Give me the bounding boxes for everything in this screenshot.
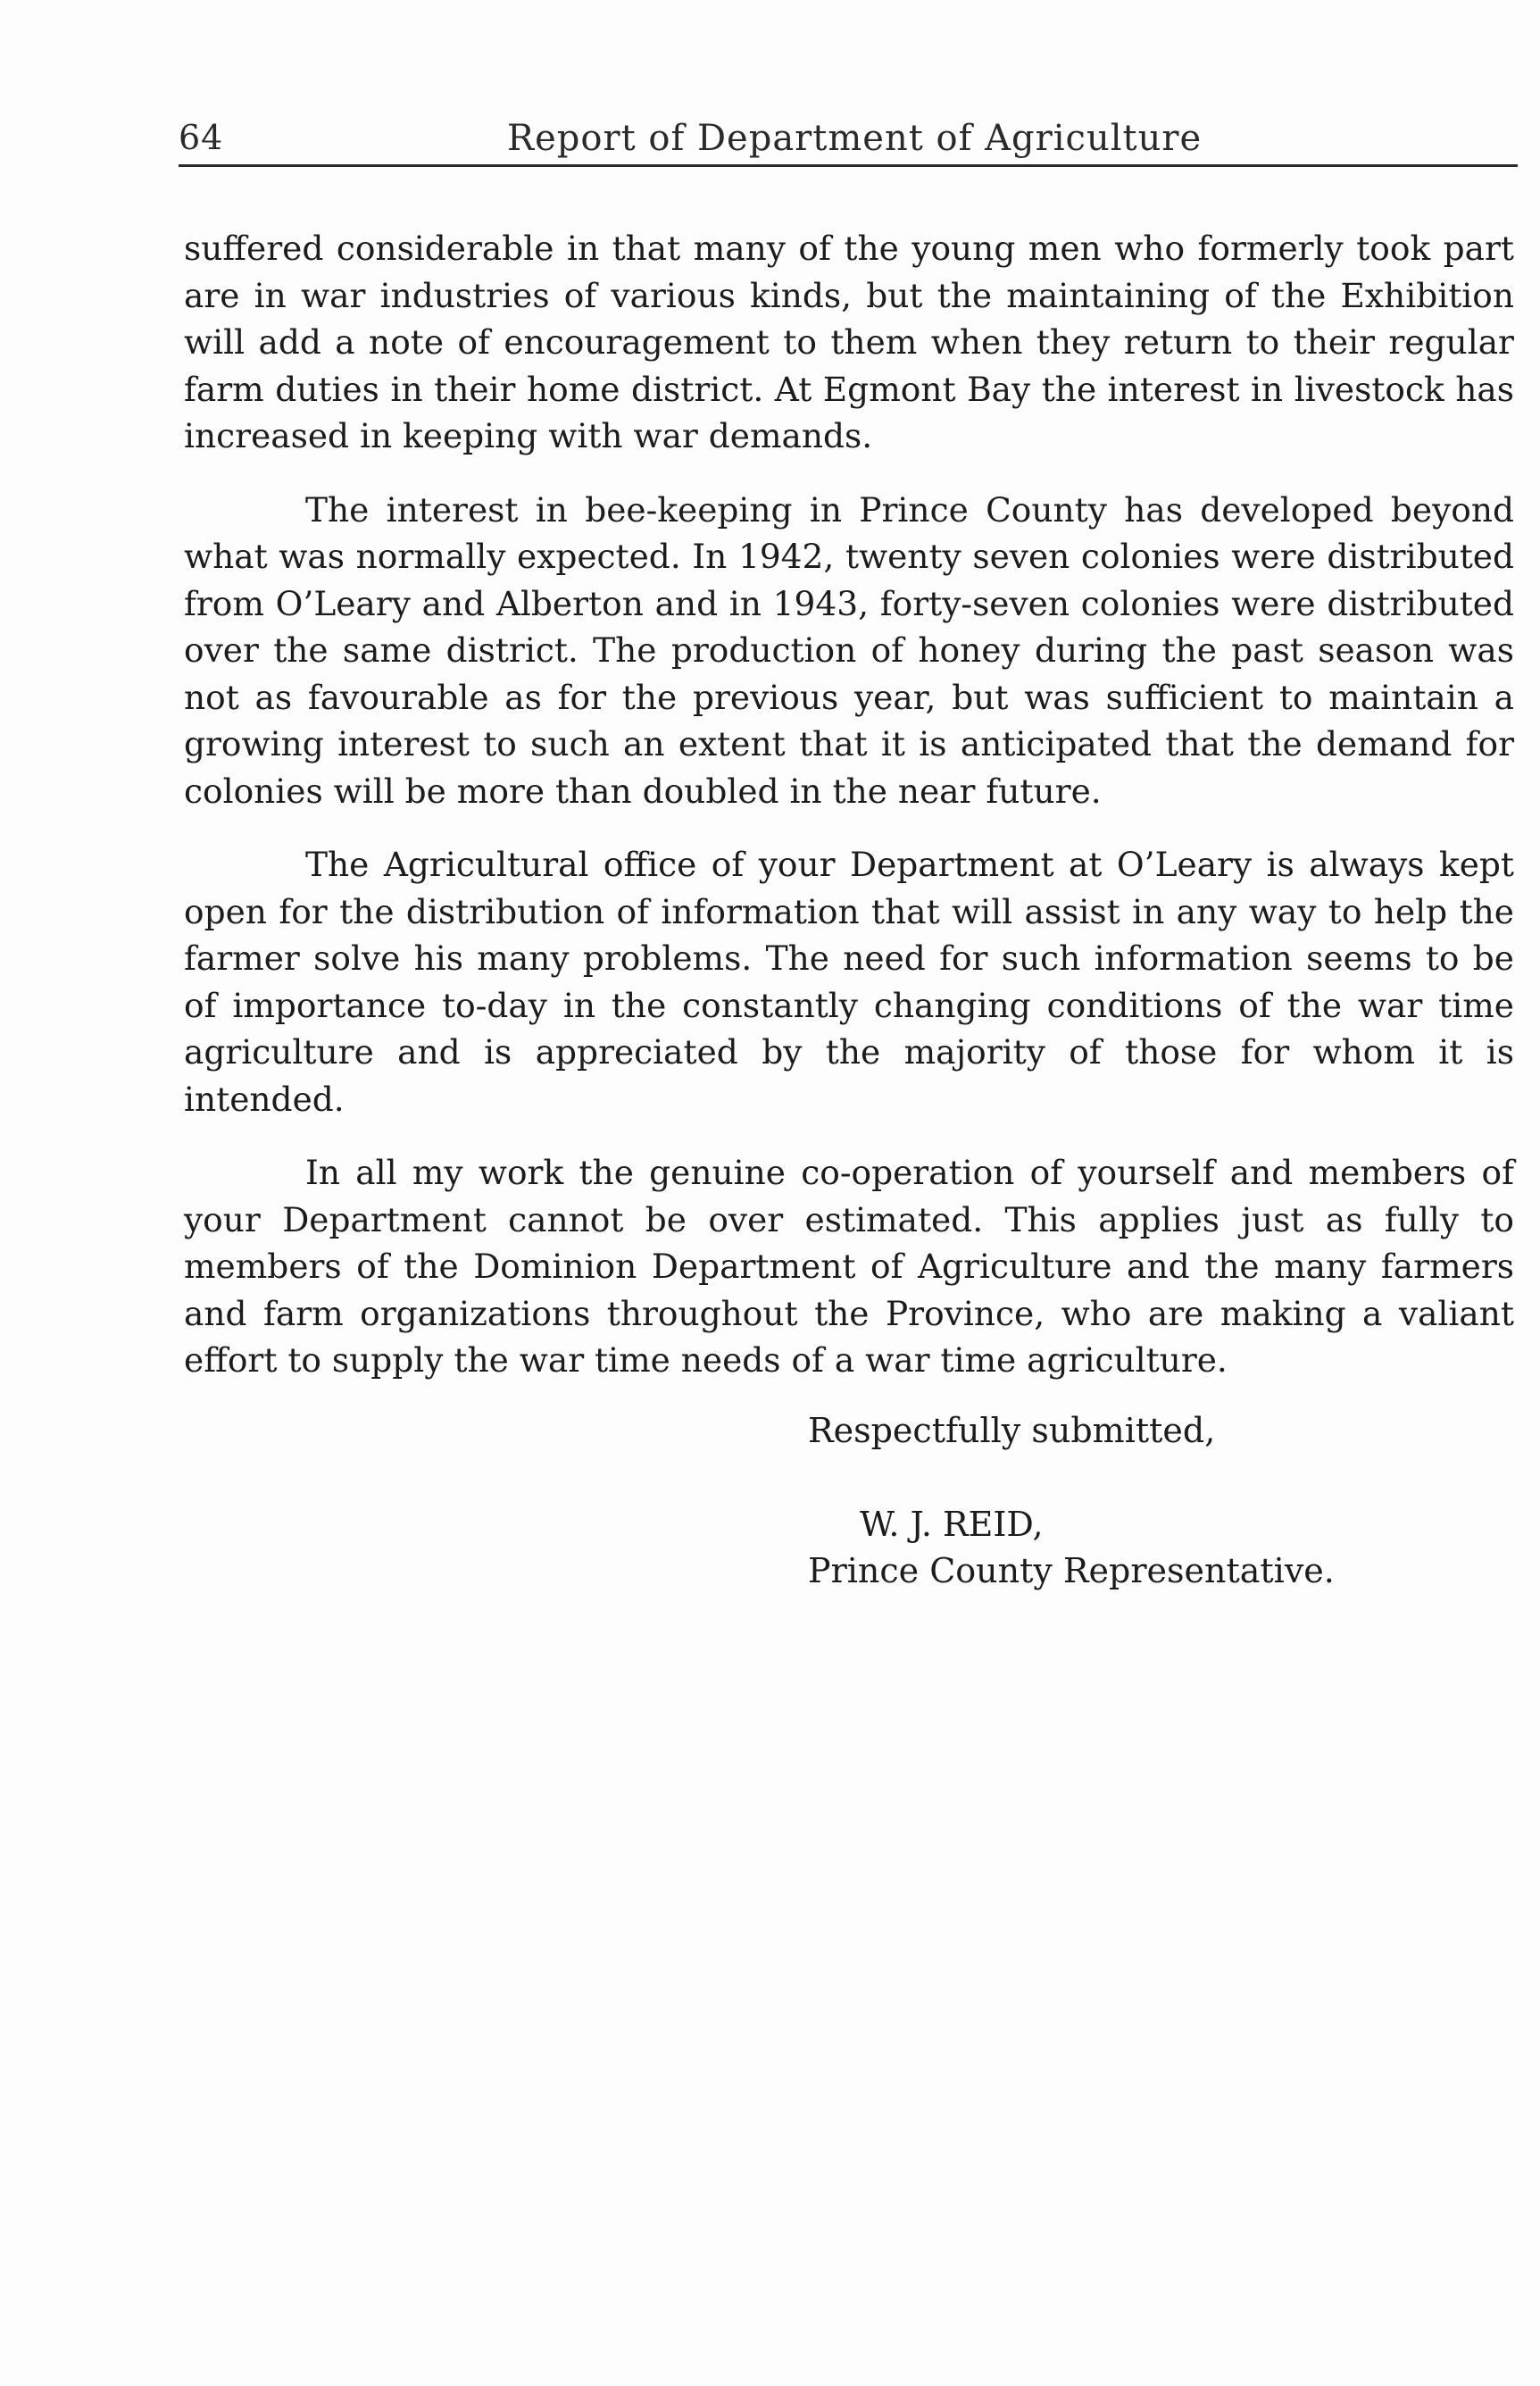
signature-name: W. J. REID, [860, 1505, 1044, 1544]
paragraph-co-operation: In all my work the genuine co-operation of yourself and members of your Department cannot be over estimated. This applies just as fully to members of the Dominion Department of Agriculture and the many farmers and farm organizations throughout the Province, who are making a valiant effort to supply the war time needs of a war time agriculture. [184, 1153, 1514, 1380]
paragraph-bee-keeping: The interest in bee-keeping in Prince County has developed beyond what was normally expected. In 1942, twenty seven colonies were distributed from O’Leary and Alberton and in 1943, forty-seven colonies were distributed over the same district. The production of honey during the past season was not as favourable as for the previous year, but was sufficient to maintain a growing interest to such an extent that it is anticipated that the demand for colonies will be more than doubled in the near future. [184, 489, 1514, 811]
page-number: 64 [179, 118, 224, 157]
signature-closing: Respectfully submitted, [808, 1411, 1216, 1450]
paragraph-agricultural-office: The Agricultural office of your Department at O’Leary is always kept open for the distribution of information that will assist in any way to help the farmer solve his many problems. The need for such information seems to be of importance to-day in the constantly changing conditions of the war time agriculture and is appreciated by the majority of those for whom it is intended. [184, 845, 1514, 1119]
header-rule [179, 164, 1518, 167]
page-header [179, 114, 1518, 168]
body-text [184, 225, 1514, 1411]
running-title: Report of Department of Agriculture [507, 118, 1203, 159]
signature-title: Prince County Representative. [808, 1551, 1335, 1590]
paragraph-continuation: suffered considerable in that many of the young men who formerly took part are in war industries of various kinds, but the maintaining of the Exhibition will add a note of encouragement to them when they return to their regular farm duties in their home district. At Egmont Bay the interest in livestock has increased in keeping with war demands. [184, 229, 1514, 455]
